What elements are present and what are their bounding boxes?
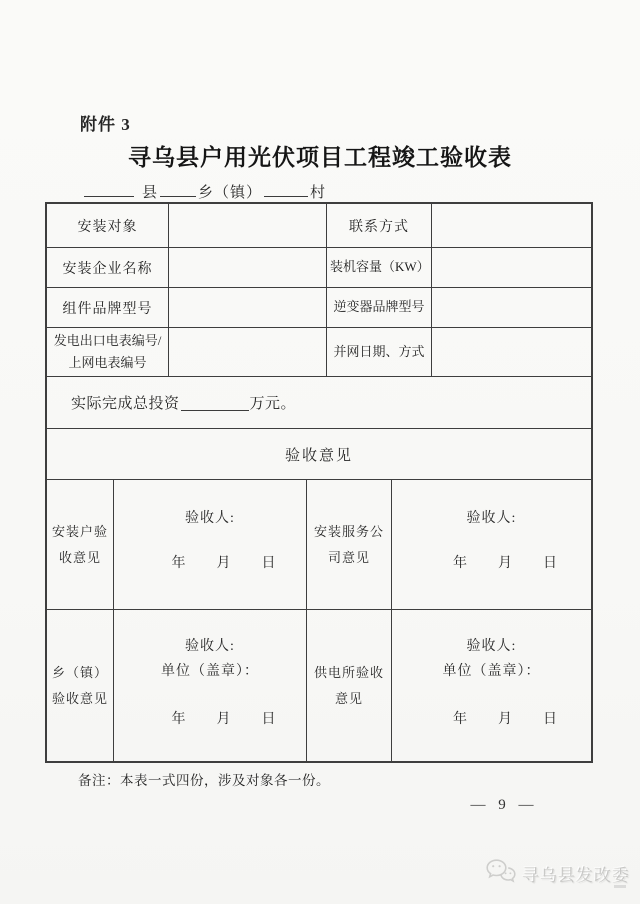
- investment-suffix: 万元。: [249, 396, 297, 412]
- acceptance-opinion-header: 验收意见: [284, 447, 353, 464]
- signature-cell-township: [114, 610, 307, 761]
- acceptance-form-table: [45, 202, 593, 763]
- acceptor-label: 验收人:: [466, 511, 517, 526]
- location-fill-in-line: [84, 181, 326, 202]
- attachment-label: 附件 3: [80, 115, 131, 134]
- table-row: [47, 480, 591, 610]
- label-installed-capacity: 装机容量（KW）: [327, 248, 432, 287]
- label-grid-connection: 并网日期、方式: [327, 328, 432, 376]
- table-row: [47, 610, 591, 761]
- label-install-company: 安装企业名称: [47, 248, 169, 287]
- acceptor-label: 验收人:: [466, 639, 517, 654]
- footnote: 备注：本表一式四份，涉及对象各一份。: [78, 773, 330, 788]
- label-power-station-opinion: 供电所验收意见: [307, 610, 392, 761]
- table-row: [47, 429, 591, 480]
- label-module-brand: 组件品牌型号: [47, 288, 169, 327]
- county-blank-line: [84, 182, 134, 197]
- signature-cell-service-company: [392, 480, 591, 609]
- township-blank-line: [160, 182, 196, 197]
- watermark-text: 寻乌县发改委: [522, 866, 630, 885]
- watermark: [485, 858, 630, 889]
- value-module-brand: [169, 288, 327, 327]
- table-row: [47, 288, 591, 328]
- township-label: 乡（镇）: [198, 185, 263, 201]
- value-install-company: [169, 248, 327, 287]
- table-row: [47, 377, 591, 429]
- value-installed-capacity: [432, 248, 591, 287]
- page-number: — 9 —: [470, 797, 534, 813]
- unit-seal-label: 单位（盖章）：: [442, 664, 541, 679]
- signature-cell-household: [114, 480, 307, 609]
- acceptor-label: 验收人:: [185, 511, 235, 526]
- label-township-opinion: 乡（镇）验收意见: [47, 610, 114, 761]
- date-line: 年 月 日: [453, 712, 558, 727]
- date-line: 年 月 日: [171, 556, 277, 571]
- value-grid-connection: [432, 328, 591, 376]
- label-meter-number: 发电出口电表编号/上网电表编号: [47, 328, 169, 376]
- label-service-company-opinion: 安装服务公司意见: [307, 480, 392, 609]
- label-install-target: 安装对象: [47, 204, 169, 247]
- label-contact: 联系方式: [327, 204, 432, 247]
- table-row: [47, 204, 591, 248]
- table-row: [47, 248, 591, 288]
- date-line: 年 月 日: [171, 712, 277, 727]
- page-title: 寻乌县户用光伏项目工程竣工验收表: [128, 145, 512, 170]
- label-inverter-brand: 逆变器品牌型号: [327, 288, 432, 327]
- scan-artifact: [614, 885, 626, 888]
- village-blank-line: [264, 182, 308, 197]
- value-contact: [432, 204, 591, 247]
- signature-cell-power-station: [392, 610, 591, 761]
- investment-row: [47, 377, 591, 428]
- investment-prefix: 实际完成总投资: [71, 396, 180, 412]
- unit-seal-label: 单位（盖章）：: [161, 664, 259, 679]
- value-inverter-brand: [432, 288, 591, 327]
- county-label: 县: [142, 185, 159, 201]
- table-row: [47, 328, 591, 377]
- value-install-target: [169, 204, 327, 247]
- investment-blank-line: [181, 395, 249, 411]
- value-meter-number: [169, 328, 327, 376]
- village-label: 村: [310, 185, 327, 201]
- acceptor-label: 验收人:: [185, 639, 235, 654]
- label-installer-household-opinion: 安装户验收意见: [47, 480, 114, 609]
- wechat-bubbles-icon: [485, 858, 517, 889]
- date-line: 年 月 日: [453, 556, 558, 571]
